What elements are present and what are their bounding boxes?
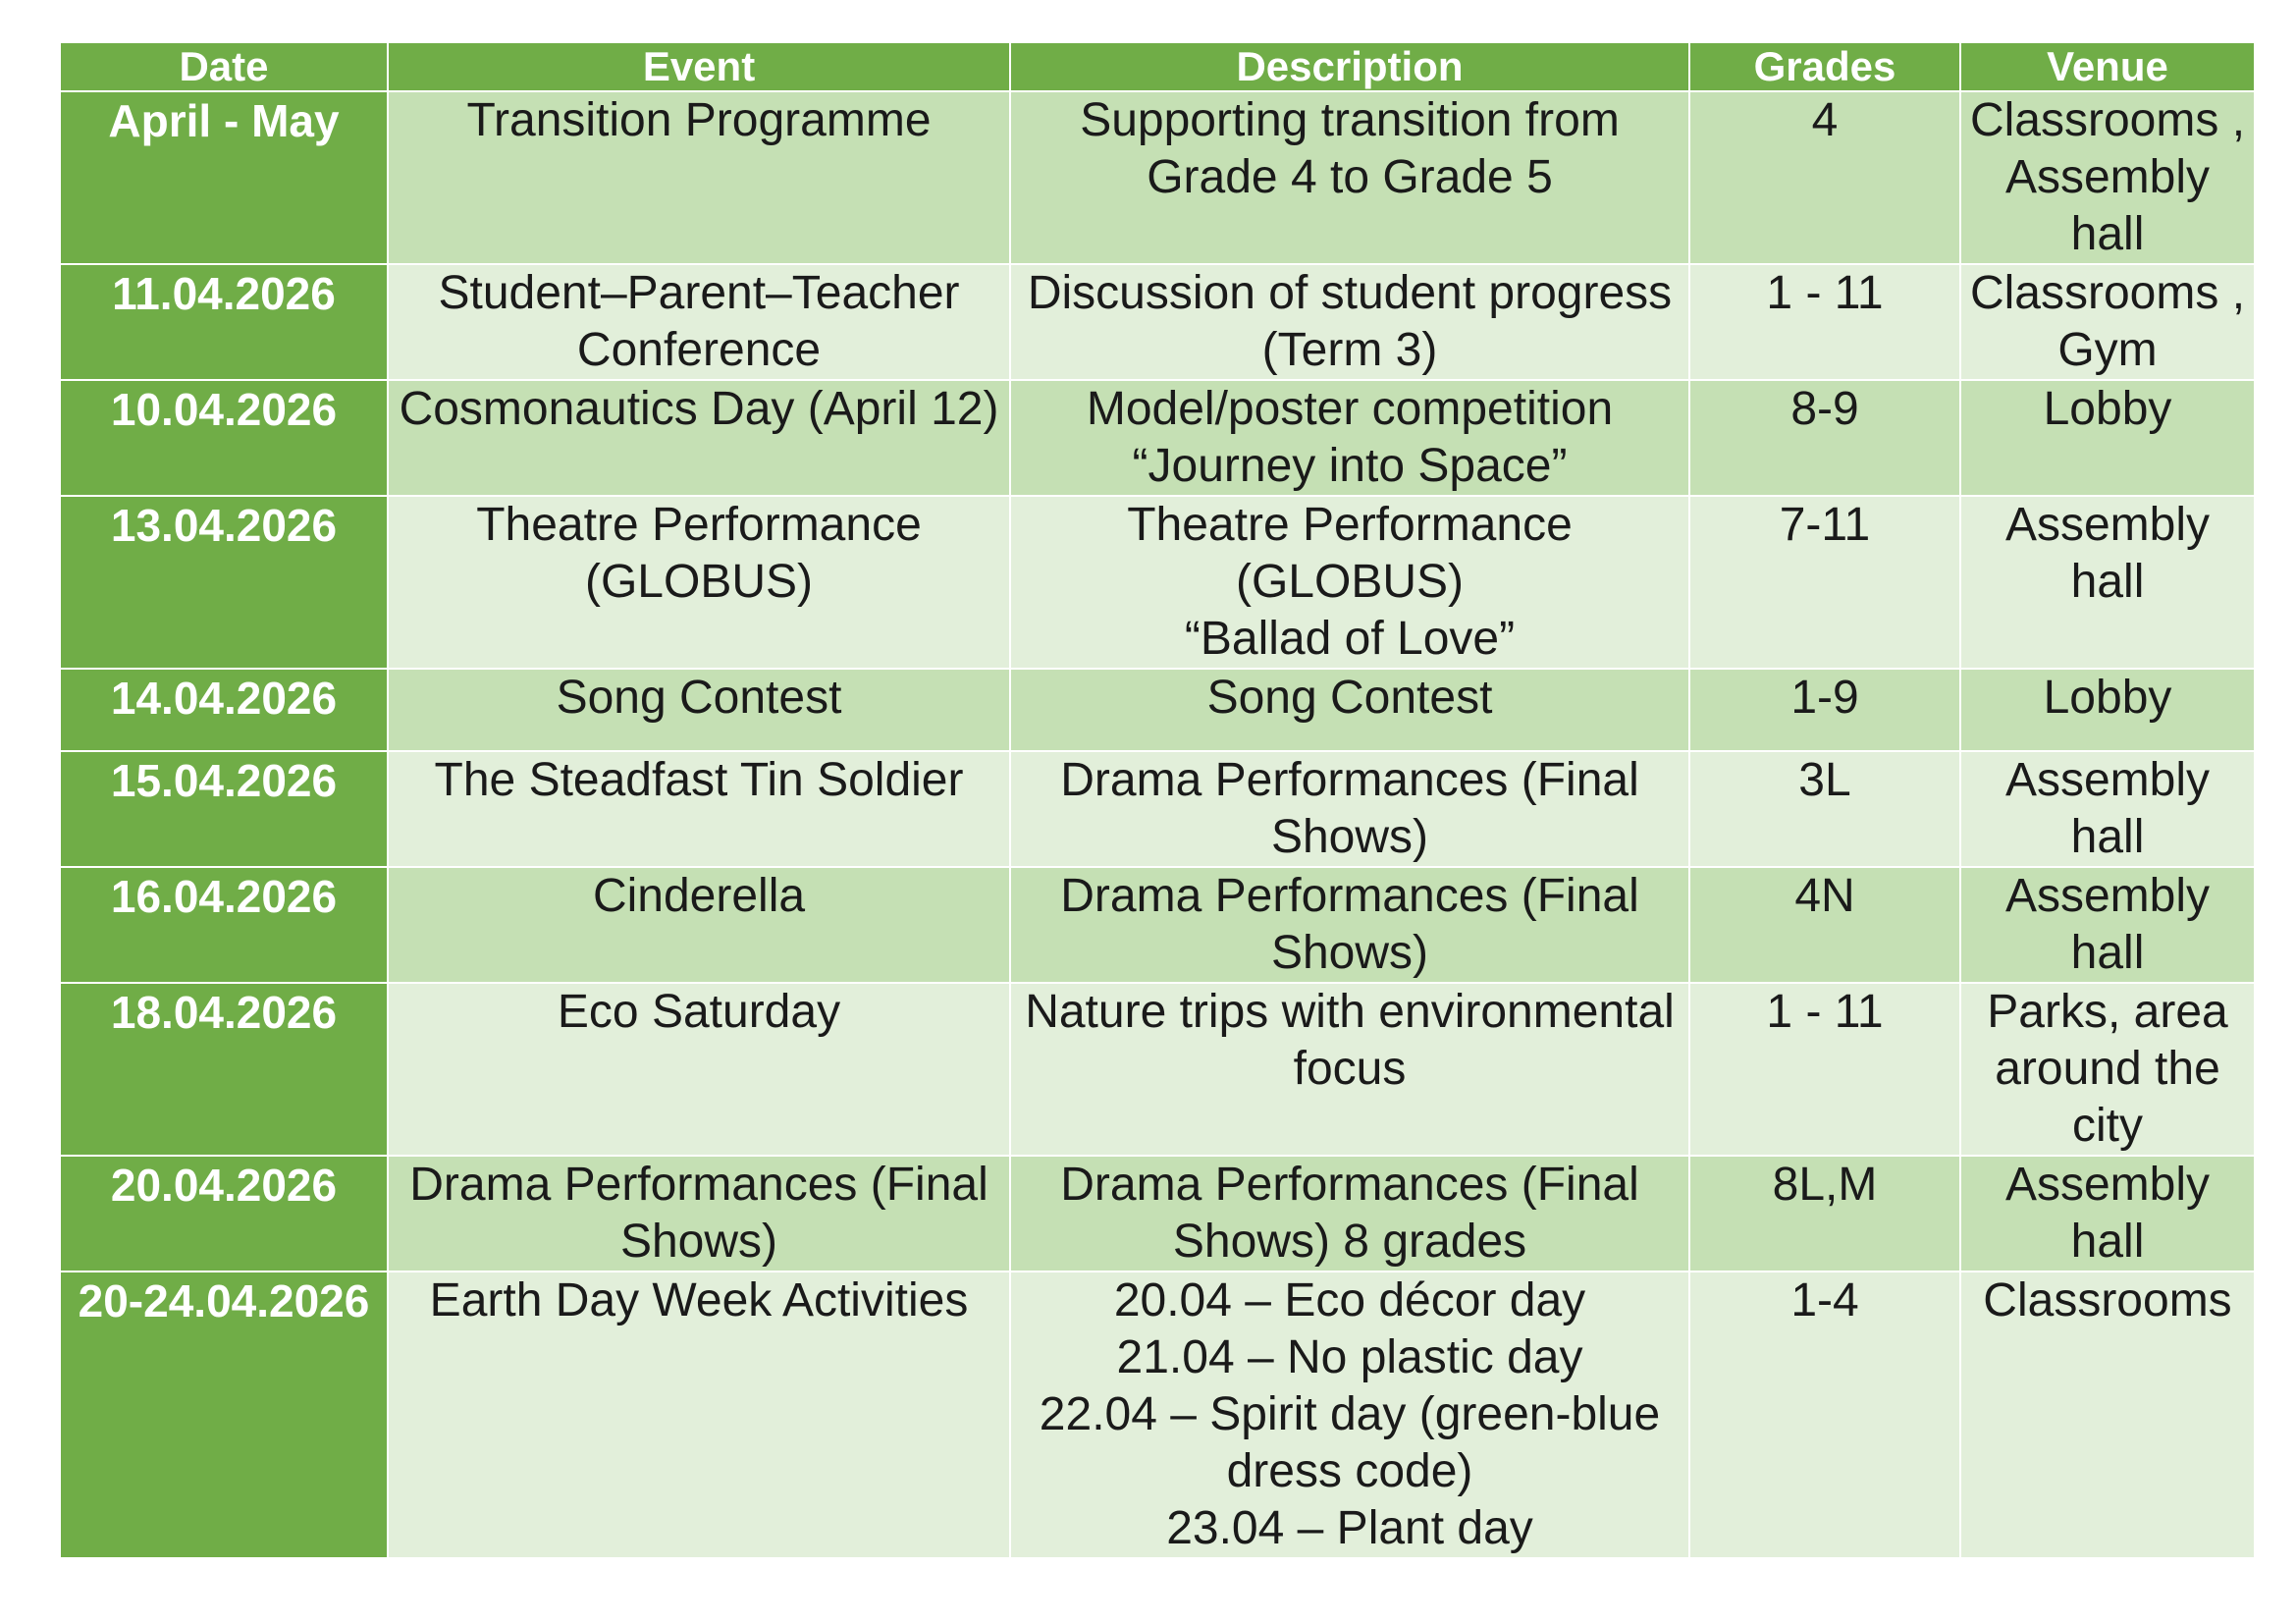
cell-date: 20-24.04.2026 <box>60 1271 388 1558</box>
cell-venue: Assembly hall <box>1960 1156 2255 1271</box>
cell-event: Drama Performances (Final Shows) <box>388 1156 1010 1271</box>
table-header-row <box>60 42 2255 91</box>
description-line: 22.04 – Spirit day (green-blue dress code) <box>1039 1388 1661 1497</box>
table-row <box>60 1271 2255 1558</box>
cell-grades: 8L,M <box>1689 1156 1960 1271</box>
cell-event: Earth Day Week Activities <box>388 1271 1010 1558</box>
cell-event: Eco Saturday <box>388 983 1010 1156</box>
header-venue: Venue <box>1960 42 2255 91</box>
cell-description <box>1010 496 1689 669</box>
description-line: Discussion of student progress (Term 3) <box>1027 267 1673 376</box>
cell-description <box>1010 380 1689 496</box>
cell-description <box>1010 91 1689 264</box>
cell-description <box>1010 264 1689 380</box>
cell-date: April - May <box>60 91 388 264</box>
cell-description <box>1010 867 1689 983</box>
description-line: Model/poster competition “Journey into Space” <box>1086 383 1614 492</box>
description-line: 21.04 – No plastic day <box>1116 1331 1583 1383</box>
table-row <box>60 1156 2255 1271</box>
cell-grades: 4N <box>1689 867 1960 983</box>
cell-grades: 4 <box>1689 91 1960 264</box>
table-row <box>60 669 2255 751</box>
table-row <box>60 751 2255 867</box>
description-line: Nature trips with environmental focus <box>1025 986 1675 1095</box>
cell-event: Cosmonautics Day (April 12) <box>388 380 1010 496</box>
cell-event: Cinderella <box>388 867 1010 983</box>
cell-description <box>1010 983 1689 1156</box>
table-row <box>60 867 2255 983</box>
cell-date: 20.04.2026 <box>60 1156 388 1271</box>
cell-grades: 1 - 11 <box>1689 264 1960 380</box>
cell-venue: Parks, area around the city <box>1960 983 2255 1156</box>
cell-description <box>1010 1271 1689 1558</box>
description-line: 20.04 – Eco décor day <box>1113 1274 1586 1326</box>
header-grades: Grades <box>1689 42 1960 91</box>
cell-venue: Classrooms , Assembly hall <box>1960 91 2255 264</box>
table-row <box>60 496 2255 669</box>
description-line: Drama Performances (Final Shows) <box>1060 870 1639 979</box>
description-line: “Ballad of Love” <box>1184 613 1516 665</box>
header-description: Description <box>1010 42 1689 91</box>
cell-venue: Assembly hall <box>1960 867 2255 983</box>
cell-venue: Classrooms <box>1960 1271 2255 1558</box>
cell-grades: 1 - 11 <box>1689 983 1960 1156</box>
table-body <box>60 91 2255 1558</box>
table-row <box>60 91 2255 264</box>
events-schedule-table <box>59 41 2256 1559</box>
cell-grades: 3L <box>1689 751 1960 867</box>
cell-venue: Lobby <box>1960 380 2255 496</box>
header-event: Event <box>388 42 1010 91</box>
description-line: 23.04 – Plant day <box>1166 1502 1533 1554</box>
cell-description <box>1010 1156 1689 1271</box>
cell-event: Student–Parent–Teacher Conference <box>388 264 1010 380</box>
cell-date: 10.04.2026 <box>60 380 388 496</box>
cell-grades: 1-4 <box>1689 1271 1960 1558</box>
table-row <box>60 264 2255 380</box>
cell-date: 14.04.2026 <box>60 669 388 751</box>
cell-event: The Steadfast Tin Soldier <box>388 751 1010 867</box>
cell-date: 13.04.2026 <box>60 496 388 669</box>
cell-description <box>1010 751 1689 867</box>
cell-venue: Assembly hall <box>1960 496 2255 669</box>
description-line: Song Contest <box>1206 672 1493 724</box>
cell-event: Theatre Performance (GLOBUS) <box>388 496 1010 669</box>
cell-venue: Lobby <box>1960 669 2255 751</box>
cell-date: 11.04.2026 <box>60 264 388 380</box>
table-row <box>60 983 2255 1156</box>
header-date: Date <box>60 42 388 91</box>
description-line: Supporting transition from Grade 4 to Grade 5 <box>1080 94 1620 203</box>
cell-event: Song Contest <box>388 669 1010 751</box>
cell-grades: 1-9 <box>1689 669 1960 751</box>
description-line: Drama Performances (Final Shows) <box>1060 754 1639 863</box>
cell-date: 18.04.2026 <box>60 983 388 1156</box>
cell-grades: 7-11 <box>1689 496 1960 669</box>
cell-date: 15.04.2026 <box>60 751 388 867</box>
cell-date: 16.04.2026 <box>60 867 388 983</box>
cell-description <box>1010 669 1689 751</box>
cell-venue: Assembly hall <box>1960 751 2255 867</box>
description-line: Drama Performances (Final Shows) 8 grades <box>1060 1159 1639 1268</box>
description-line: Theatre Performance (GLOBUS) <box>1127 499 1573 608</box>
table-row <box>60 380 2255 496</box>
cell-venue: Classrooms , Gym <box>1960 264 2255 380</box>
cell-grades: 8-9 <box>1689 380 1960 496</box>
cell-event: Transition Programme <box>388 91 1010 264</box>
